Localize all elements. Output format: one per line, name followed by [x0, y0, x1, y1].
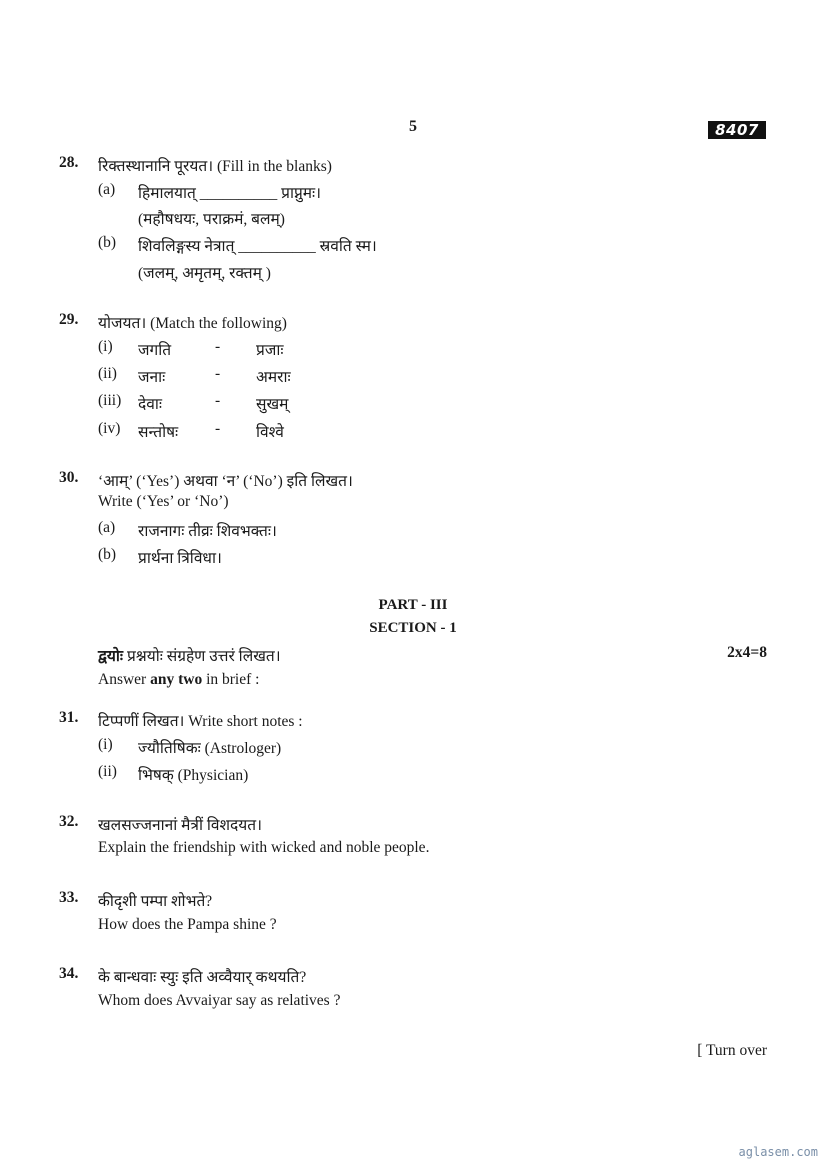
q30-item-b-label: (b) [98, 546, 117, 563]
question-33-prompt: कीदृशी पम्पा शोभते? [98, 893, 213, 910]
q29-row-label: (iii) [98, 392, 122, 409]
q31-item-i-text: ज्यौतिषिकः (Astrologer) [138, 740, 282, 757]
question-33-prompt-en: How does the Pampa shine ? [98, 916, 277, 933]
q29-row-right: अमराः [256, 369, 291, 386]
question-number-28: 28. [59, 154, 79, 171]
q28-item-a-label: (a) [98, 181, 116, 198]
question-number-29: 29. [59, 311, 79, 328]
q29-row-dash: - [215, 365, 221, 382]
question-30-prompt: ‘आम्’ (‘Yes’) अथवा ‘न’ (‘No’) इति लिखत। [98, 473, 353, 490]
q28-item-b-text: शिवलिङ्गस्य नेत्रात् __________ स्रवति स्म। [138, 238, 377, 255]
q29-row-dash: - [215, 338, 221, 355]
section-marks: 2x4=8 [727, 644, 767, 661]
q29-row-label: (ii) [98, 365, 117, 382]
paper-code-badge: 8407 [708, 121, 766, 139]
q31-item-i-label: (i) [98, 736, 113, 753]
q29-row-left: देवाः [138, 396, 162, 413]
instructions-sanskrit [98, 644, 281, 666]
q28-item-a-options: (महौषधयः, पराक्रमं, बलम्) [138, 211, 285, 228]
question-number-33: 33. [59, 889, 79, 906]
q31-item-ii-text: भिषक् (Physician) [138, 767, 249, 784]
question-29-prompt: योजयत। (Match the following) [98, 315, 287, 332]
q29-row-label: (iv) [98, 420, 121, 437]
question-number-31: 31. [59, 709, 79, 726]
question-34-prompt-en: Whom does Avvaiyar say as relatives ? [98, 992, 341, 1009]
q31-item-ii-label: (ii) [98, 763, 117, 780]
q29-row-left: सन्तोषः [138, 424, 179, 441]
instructions-sanskrit-rest: प्रश्नयोः संग्रहेण उत्तरं लिखत। [123, 648, 281, 665]
instructions-en-bold: any two [150, 671, 203, 688]
q29-row-dash: - [215, 392, 221, 409]
question-number-32: 32. [59, 813, 79, 830]
instructions-english [98, 671, 259, 689]
instructions-en-suffix: in brief : [202, 671, 260, 688]
q28-item-b-options: (जलम्, अमृतम्, रक्तम् ) [138, 265, 271, 282]
question-28-prompt: रिक्तस्थानानि पूरयत। (Fill in the blanks) [98, 158, 332, 175]
question-31-prompt: टिप्पणीं लिखत। Write short notes : [98, 713, 303, 730]
q30-item-a-label: (a) [98, 519, 116, 536]
q29-row-label: (i) [98, 338, 113, 355]
instructions-en-prefix: Answer [98, 671, 151, 688]
question-34-prompt: के बान्धवाः स्युः इति अव्वैयार् कथयति? [98, 969, 307, 986]
question-32-prompt-en: Explain the friendship with wicked and noble people. [98, 839, 430, 856]
q29-row-right: विश्वे [256, 424, 284, 441]
question-32-prompt: खलसज्जनानां मैत्रीं विशदयत। [98, 817, 262, 834]
q29-row-right: प्रजाः [256, 342, 284, 359]
site-watermark-link[interactable]: aglasem.com [738, 1145, 818, 1159]
part-title: PART - III [378, 597, 448, 613]
turn-over-note: [ Turn over [697, 1042, 767, 1059]
section-title: SECTION - 1 [369, 620, 457, 636]
q29-row-left: जगति [138, 342, 172, 359]
q30-item-a-text: राजनागः तीव्रः शिवभक्तः। [138, 523, 277, 540]
q28-item-b-label: (b) [98, 234, 117, 251]
page-number: 5 [409, 118, 417, 135]
instructions-sanskrit-bold: द्वयोः [98, 648, 124, 665]
question-30-prompt-en: Write (‘Yes’ or ‘No’) [98, 493, 229, 510]
q28-item-a-text: हिमालयात् __________ प्राप्नुमः। [138, 185, 322, 202]
question-number-34: 34. [59, 965, 79, 982]
q29-row-right: सुखम् [256, 396, 289, 413]
q29-row-dash: - [215, 420, 221, 437]
question-number-30: 30. [59, 469, 79, 486]
q30-item-b-text: प्रार्थना त्रिविधा। [138, 550, 222, 567]
q29-row-left: जनाः [138, 369, 166, 386]
